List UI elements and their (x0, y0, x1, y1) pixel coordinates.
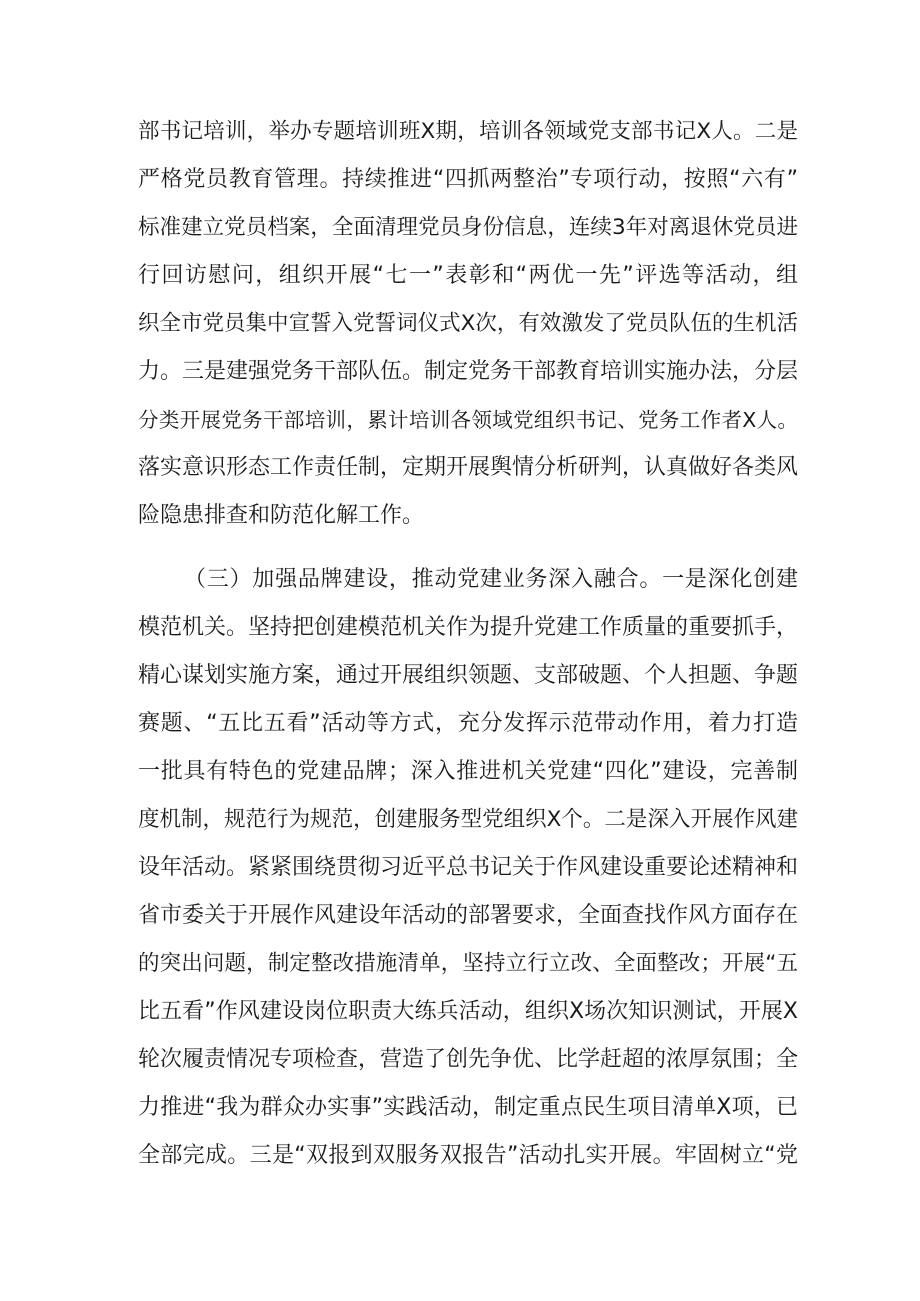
paragraph-2-line-4: 赛题、“五比五看”活动等方式，充分发挥示范带动作用，着力打造 (138, 711, 798, 736)
paragraph-1-line-4: 行回访慰问，组织开展“七一”表彰和“两优一先”评选等活动，组 (138, 263, 798, 288)
paragraph-1-line-3: 标准建立党员档案，全面清理党员身份信息，连续3年对离退休党员进 (138, 215, 798, 240)
paragraph-2-line-3: 精心谋划实施方案，通过开展组织领题、支部破题、个人担题、争题 (138, 663, 799, 688)
paragraph-1-line-5: 织全市党员集中宣誓入党誓词仪式X次，有效激发了党员队伍的生机活 (138, 311, 798, 336)
paragraph-1-line-8: 落实意识形态工作责任制，定期开展舆情分析研判，认真做好各类风 (138, 455, 799, 480)
paragraph-2-line-11: 轮次履责情况专项检查，营造了创先争优、比学赶超的浓厚氛围；全 (138, 1047, 799, 1072)
paragraph-2-line-12: 力推进“我为群众办实事”实践活动，制定重点民生项目清单X项，已 (138, 1095, 798, 1120)
paragraph-2-line-13: 全部完成。三是“双报到双服务双报告”活动扎实开展。牢固树立“党 (138, 1143, 798, 1168)
paragraph-1-line-6: 力。三是建强党务干部队伍。制定党务干部教育培训实施办法，分层 (138, 359, 799, 384)
paragraph-1-line-1: 部书记培训，举办专题培训班X期，培训各领域党支部书记X人。二是 (138, 119, 798, 144)
paragraph-2-line-6: 度机制，规范行为规范，创建服务型党组织X个。二是深入开展作风建 (138, 807, 798, 832)
paragraph-2-line-10: 比五看”作风建设岗位职责大练兵活动，组织X场次知识测试，开展X (138, 999, 798, 1024)
paragraph-2-line-7: 设年活动。紧紧围绕贯彻习近平总书记关于作风建设重要论述精神和 (138, 855, 799, 880)
paragraph-2-line-9: 的突出问题，制定整改措施清单，坚持立行立改、全面整改；开展“五 (138, 951, 798, 976)
paragraph-1-line-2: 严格党员教育管理。持续推进“四抓两整治”专项行动，按照“六有” (138, 167, 798, 192)
paragraph-2-line-5: 一批具有特色的党建品牌；深入推进机关党建“四化”建设，完善制 (138, 759, 798, 784)
paragraph-2-line-1: （三）加强品牌建设，推动党建业务深入融合。一是深化创建 (184, 567, 798, 592)
paragraph-2-line-2: 模范机关。坚持把创建模范机关作为提升党建工作质量的重要抓手， (138, 615, 799, 640)
paragraph-2-line-8: 省市委关于开展作风建设年活动的部署要求，全面查找作风方面存在 (138, 903, 799, 928)
paragraph-1-line-7: 分类开展党务干部培训，累计培训各领域党组织书记、党务工作者X人。 (138, 408, 798, 432)
paragraph-1-line-9: 险隐患排查和防范化解工作。 (138, 503, 425, 528)
